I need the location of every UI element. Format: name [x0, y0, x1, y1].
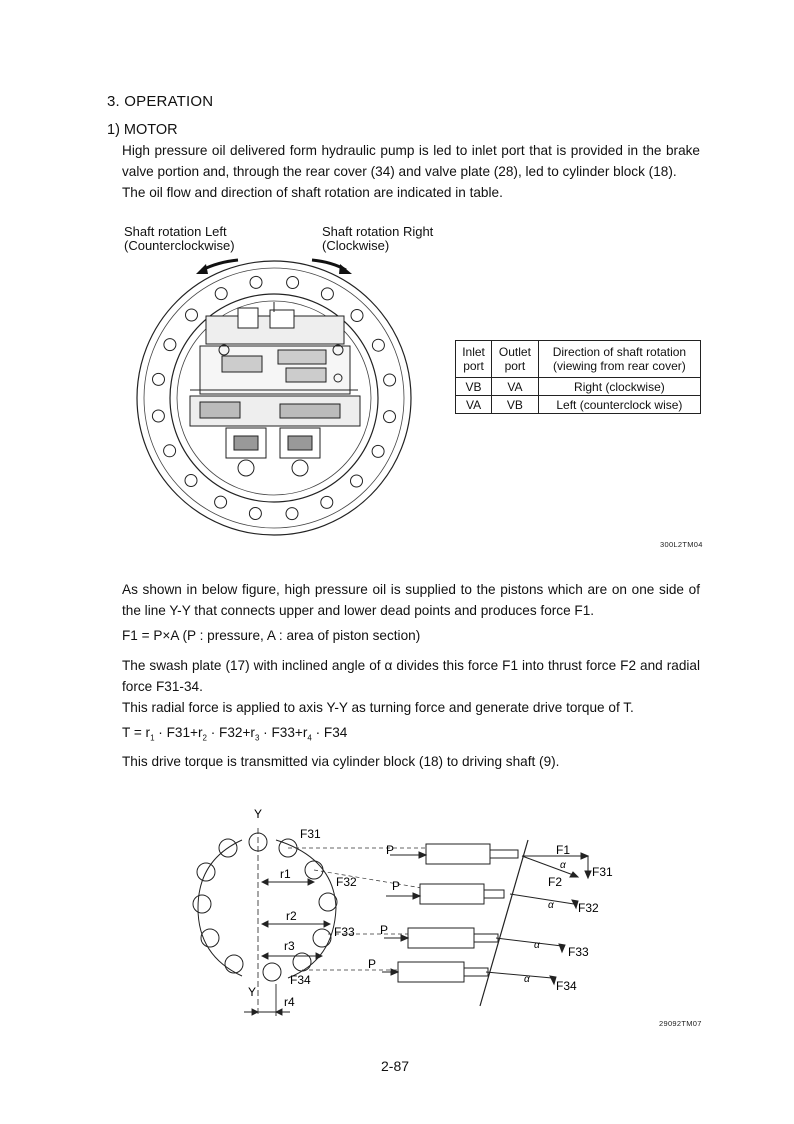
table-row: [456, 378, 701, 396]
table-cell: Right (clockwise): [538, 378, 700, 396]
bolt-hole: [185, 475, 197, 487]
header-direction-line2: (viewing from rear cover): [553, 359, 686, 373]
ring-right-arc: [276, 840, 336, 978]
table-cell: VB: [492, 396, 539, 414]
table-header-row: [456, 341, 701, 378]
radius-r4-label: r4: [284, 995, 295, 1009]
body-paragraph-4: This drive torque is transmitted via cylinder block (18) to driving shaft (9).: [122, 754, 560, 769]
header-inlet-port: [456, 341, 492, 378]
intro-paragraph: [122, 140, 700, 203]
bolt-hole: [384, 411, 396, 423]
torque-sub: 2: [202, 733, 207, 743]
torque-sub: 3: [254, 733, 260, 743]
bolt-hole: [321, 496, 333, 508]
angle-alpha-label: α: [548, 900, 554, 911]
header-outlet-line2: port: [504, 359, 526, 373]
rotation-left-arrowhead: [196, 264, 208, 274]
header-inlet-line1: Inlet: [462, 345, 485, 359]
angle-alpha-label: α: [524, 974, 530, 985]
bolt-hole: [152, 410, 164, 422]
force-f31-circle-label: F31: [300, 827, 321, 841]
header-outlet-line1: Outlet: [498, 345, 531, 359]
figure2-id: 29092TM07: [659, 1019, 702, 1028]
section-title: 3. OPERATION: [107, 93, 214, 110]
force-f34-label: F34: [556, 979, 577, 993]
torque-part: T = r: [122, 725, 151, 740]
torque-part: · F34: [311, 725, 348, 740]
bolt-hole: [287, 277, 299, 289]
force-f2-label: F2: [548, 875, 563, 889]
pressure-label-1: P: [386, 843, 395, 857]
y-axis-bottom-label: Y: [248, 985, 257, 999]
rotation-right-label: [322, 225, 433, 253]
piston-ring-circles: [193, 833, 337, 981]
port-direction-table: [455, 340, 701, 414]
projection-lines: [288, 848, 428, 970]
rotation-right-label-line1: Shaft rotation Right: [322, 224, 434, 239]
valve-mechanism: [190, 302, 360, 476]
bolt-hole: [372, 339, 384, 351]
motor-cross-section-drawing: [130, 250, 420, 550]
bolt-hole: [250, 276, 262, 288]
bolt-hole: [153, 373, 165, 385]
rotation-left-label-line2: (Counterclockwise): [124, 238, 235, 253]
rotation-left-arrow: [202, 260, 238, 270]
bolt-hole: [351, 310, 363, 322]
pressure-label-2: P: [392, 879, 401, 893]
radius-r3-label: r3: [284, 939, 295, 953]
torque-part: · F33+r: [259, 725, 308, 740]
bolt-hole: [351, 475, 363, 487]
rotation-right-arrowhead: [339, 264, 352, 274]
force-f33-label: F33: [568, 945, 589, 959]
bolt-hole: [249, 508, 261, 520]
force-f32-label: F32: [578, 901, 599, 915]
header-outlet-port: [492, 341, 539, 378]
bolt-hole: [186, 309, 198, 321]
pressure-label-4: P: [368, 957, 377, 971]
table-row: [456, 396, 701, 414]
page-number: 2-87: [381, 1058, 410, 1074]
bolt-hole: [372, 445, 384, 457]
force-diagram: [190, 800, 630, 1025]
bolt-hole: [321, 288, 333, 300]
bolt-hole: [215, 496, 227, 508]
bolt-hole: [164, 445, 176, 457]
figure1-id: 300L2TM04: [660, 540, 703, 549]
body-paragraph-1: As shown in below figure, high pressure oil is supplied to the pistons which are on one side of the line Y-Y that connects upper and lower dead points and produces force F1.: [122, 582, 700, 618]
pressure-label-3: P: [380, 923, 389, 937]
table-cell: VB: [456, 378, 492, 396]
torque-formula: [122, 725, 347, 743]
pistons: [398, 844, 518, 982]
force-f32-circle-label: F32: [336, 875, 357, 889]
radius-r2-label: r2: [286, 909, 297, 923]
header-inlet-line2: port: [463, 359, 484, 373]
table-cell: VA: [492, 378, 539, 396]
force-f1-label: F1: [556, 843, 571, 857]
table-cell: VA: [456, 396, 492, 414]
rotation-right-label-line2: (Clockwise): [322, 238, 390, 253]
swash-plate-line: [480, 840, 528, 1006]
force-f33-circle-label: F33: [334, 925, 355, 939]
intro-line-2: The oil flow and direction of shaft rotation are indicated in table.: [122, 185, 503, 200]
torque-sub: 1: [150, 733, 155, 743]
y-axis-top-label: Y: [254, 807, 263, 821]
angle-alpha-label: α: [534, 940, 540, 951]
bolt-hole: [164, 339, 176, 351]
angle-alpha-label: α: [560, 860, 566, 871]
torque-part: · F31+r: [154, 725, 203, 740]
subsection-title: 1) MOTOR: [107, 122, 178, 138]
radial-force-text: This radial force is applied to axis Y-Y as turning force and generate drive torque of T.: [122, 700, 634, 715]
torque-part: · F32+r: [206, 725, 255, 740]
radius-r1-label: r1: [280, 867, 291, 881]
torque-sub: 4: [307, 733, 312, 743]
rotation-left-label: [124, 225, 235, 253]
header-direction-line1: Direction of shaft rotation: [552, 345, 687, 359]
bolt-hole: [286, 508, 298, 520]
intro-line-1: High pressure oil delivered form hydraulic pump is led to inlet port that is provided in the brake valve portion and, through the rear cover (34) and valve plate (28), led to cylinder block (18).: [122, 143, 700, 179]
header-direction: [538, 341, 700, 378]
force-formula: F1 = P×A (P : pressure, A : area of piston section): [122, 628, 421, 643]
rotation-left-label-line1: Shaft rotation Left: [124, 224, 227, 239]
bolt-hole: [384, 374, 396, 386]
swash-plate-text: The swash plate (17) with inclined angle of α divides this force F1 into thrust force F2 and radial force F31-34.: [122, 658, 700, 694]
table-cell: Left (counterclock wise): [538, 396, 700, 414]
force-f31-label: F31: [592, 865, 613, 879]
body-paragraph-2: [122, 655, 700, 718]
bolt-hole: [215, 288, 227, 300]
force-f34-circle-label: F34: [290, 973, 311, 987]
